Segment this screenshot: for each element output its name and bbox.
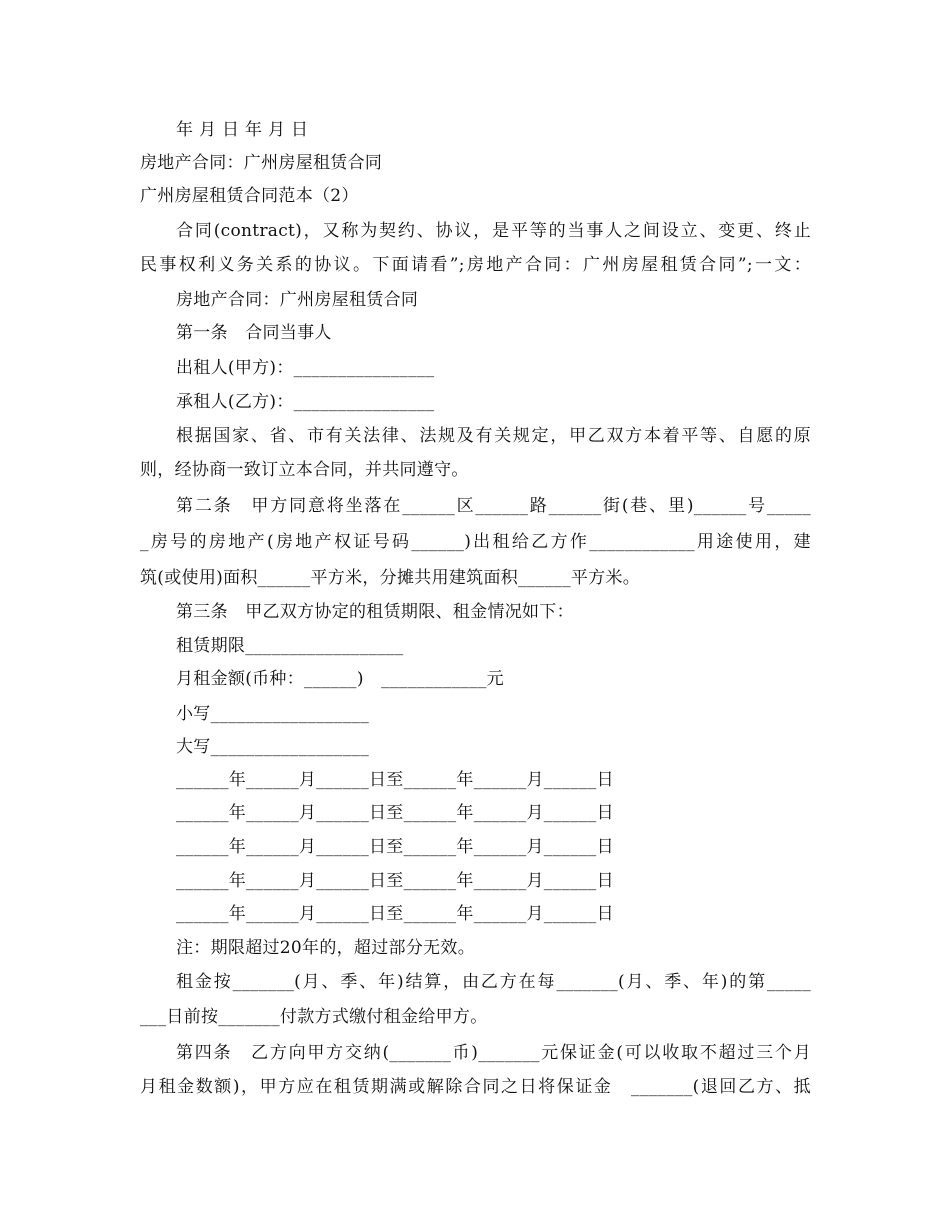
intro-paragraph-line-1: 合同(contract)，又称为契约、协议，是平等的当事人之间设立、变更、终止 [176, 221, 811, 241]
period-row: ______年______月______日至______年______月______日 [176, 871, 614, 891]
article-1-heading: 第一条 合同当事人 [176, 323, 332, 343]
period-row: ______年______月______日至______年______月______日 [176, 803, 614, 823]
amount-uppercase-field: 大写__________________ [176, 737, 369, 757]
document-heading: 房地产合同：广州房屋租赁合同 [140, 153, 383, 173]
legal-basis-line-1: 根据国家、省、市有关法律、法规及有关规定，甲乙双方本着平等、自愿的原 [176, 426, 811, 446]
period-row: ______年______月______日至______年______月______日 [176, 837, 614, 857]
article-2-line-3: 筑(或使用)面积______平方米，分摊共用建筑面积______平方米。 [140, 568, 641, 588]
article-2-line-1: 第二条 甲方同意将坐落在______区______路______街(巷、里)______号_____ [176, 496, 811, 516]
intro-paragraph-line-2: 民事权利义务关系的协议。下面请看”;房地产合同：广州房屋租赁合同”;一文： [140, 255, 811, 275]
article-4-line-1: 第四条 乙方向甲方交纳(_______币)_______元保证金(可以收取不超过三个月 [176, 1043, 811, 1063]
rent-payment-line-1: 租金按_______(月、季、年)结算，由乙方在每_______(月、季、年)的第_____ [176, 972, 811, 992]
rent-payment-line-2: ___日前按_______付款方式缴付租金给甲方。 [140, 1007, 488, 1027]
contract-title: 房地产合同：广州房屋租赁合同 [176, 290, 419, 310]
lessee-field: 承租人(乙方)：________________ [176, 392, 435, 412]
period-row: ______年______月______日至______年______月______日 [176, 770, 614, 790]
legal-basis-line-2: 则，经协商一致订立本合同，并共同遵守。 [140, 460, 469, 480]
amount-lowercase-field: 小写__________________ [176, 704, 369, 724]
article-3-heading: 第三条 甲乙双方协定的租赁期限、租金情况如下： [176, 602, 574, 622]
lessor-field: 出租人(甲方)：________________ [176, 358, 435, 378]
article-2-line-2: _房号的房地产(房地产权证号码______)出租给乙方作____________用途使用，建 [140, 532, 811, 552]
term-note: 注：期限超过20年的，超过部分无效。 [176, 938, 476, 958]
period-row: ______年______月______日至______年______月______日 [176, 904, 614, 924]
article-4-line-2: 月租金数额)，甲方应在租赁期满或解除合同之日将保证金 _______(退回乙方、抵 [140, 1077, 811, 1097]
date-line: 年 月 日 年 月 日 [176, 120, 309, 140]
lease-term-field: 租赁期限__________________ [176, 636, 404, 656]
monthly-rent-field: 月租金额(币种：______) ____________元 [176, 669, 504, 689]
document-subheading: 广州房屋租赁合同范本（2） [140, 186, 359, 206]
